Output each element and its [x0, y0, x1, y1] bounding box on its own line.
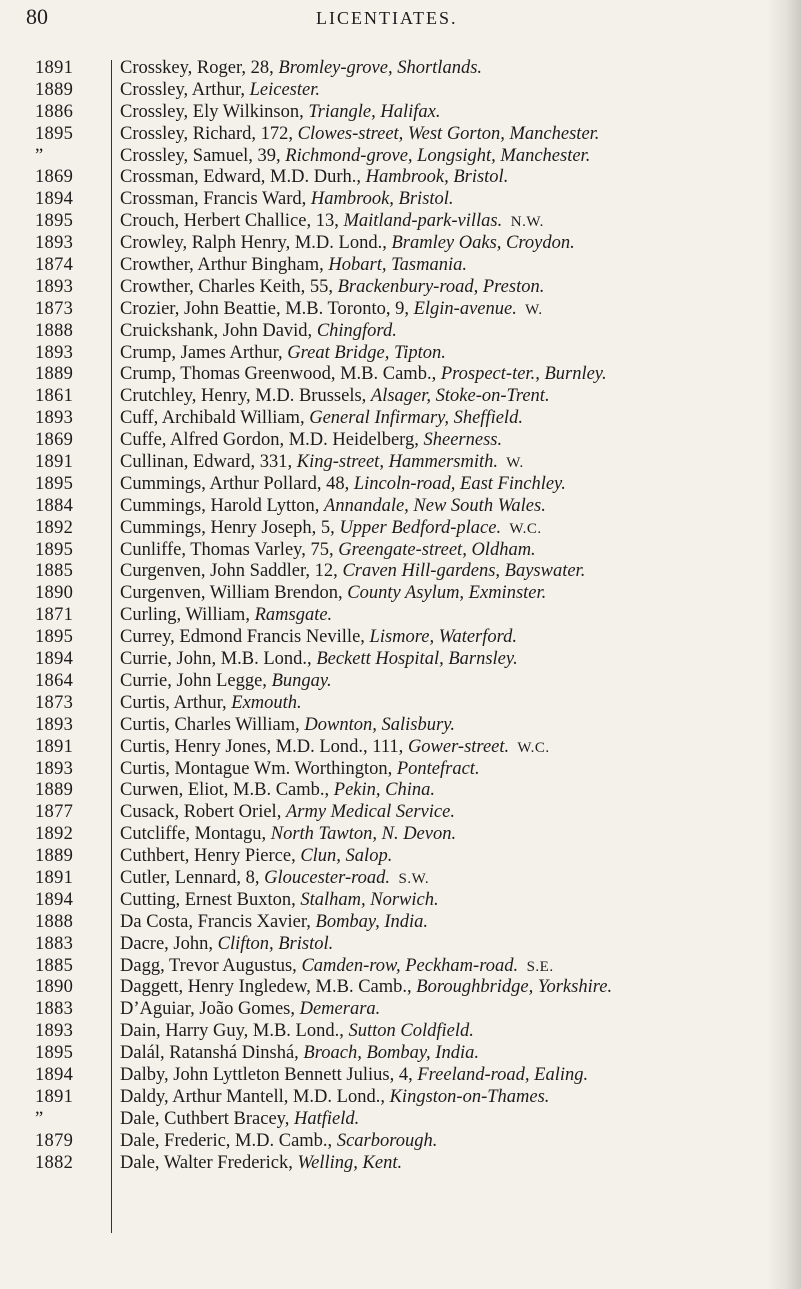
entry-year: 1895 [35, 1043, 74, 1064]
list-item [0, 715, 801, 737]
entry-address: Clowes-street, West Gorton, Manchester. [297, 123, 600, 144]
list-item [0, 255, 801, 277]
list-item [0, 934, 801, 956]
entry-text [120, 58, 784, 81]
list-item [0, 233, 801, 255]
entry-text [120, 496, 784, 519]
entry-year: 1888 [35, 911, 74, 932]
entry-name: Dale, Cuthbert Bracey, [120, 1108, 294, 1129]
entry-text [120, 627, 784, 650]
list-item [0, 583, 801, 605]
entry-address: Prospect-ter., Burnley. [440, 364, 607, 385]
entry-address: Hambrook, Bristol. [365, 167, 509, 188]
entry-text [120, 605, 784, 628]
entry-name: Dale, Walter Frederick, [120, 1152, 298, 1173]
entry-year: 1874 [35, 255, 74, 276]
list-item [0, 189, 801, 211]
entry-text [120, 233, 784, 256]
entry-text [120, 649, 784, 672]
entry-text [120, 693, 784, 716]
running-head: LICENTIATES. [316, 8, 458, 28]
entry-year: 1895 [35, 123, 74, 144]
entry-district: W.C. [509, 739, 550, 756]
list-item [0, 299, 801, 321]
entry-address: Pekin, China. [333, 780, 435, 801]
list-item [0, 693, 801, 715]
entry-address: Boroughbridge, Yorkshire. [416, 977, 613, 998]
entry-name: Cuff, Archibald William, [120, 408, 310, 429]
entry-year: 1894 [35, 1064, 74, 1085]
entry-address: Richmond-grove, Longsight, Manchester. [285, 145, 591, 166]
entry-year: 1891 [35, 1086, 74, 1107]
list-item [0, 868, 801, 890]
entry-year: 1885 [35, 955, 74, 976]
entry-name: Dalby, John Lyttleton Bennett Julius, 4, [120, 1064, 418, 1085]
entry-address: Triangle, Halifax. [308, 101, 441, 122]
entry-text [120, 846, 784, 869]
entry-name: Crouch, Herbert Challice, 13, [120, 211, 344, 232]
list-item [0, 474, 801, 496]
entry-name: Currey, Edmond Francis Neville, [120, 627, 370, 648]
entry-text [120, 999, 784, 1022]
entry-year: 1869 [35, 430, 74, 451]
entry-text [120, 364, 784, 387]
entry-text [120, 452, 784, 475]
entry-year: 1893 [35, 1021, 74, 1042]
entry-year: 1873 [35, 692, 74, 713]
entry-address: Craven Hill-gardens, Bayswater. [342, 561, 586, 582]
entry-name: Crossley, Arthur, [120, 79, 250, 100]
entry-text [120, 1109, 784, 1132]
entry-name: Curtis, Henry Jones, M.D. Lond., 111, [120, 736, 408, 757]
entry-year: 1891 [35, 452, 74, 473]
entry-year: 1893 [35, 408, 74, 429]
list-item [0, 846, 801, 868]
entry-address: Downton, Salisbury. [304, 714, 456, 735]
entry-name: Crutchley, Henry, M.D. Brussels, [120, 386, 371, 407]
entry-district: S.E. [518, 958, 554, 975]
list-item [0, 124, 801, 146]
list-item [0, 1131, 801, 1153]
entry-year: 1895 [35, 627, 74, 648]
list-item [0, 1087, 801, 1109]
entry-year: 1893 [35, 758, 74, 779]
list-item [0, 671, 801, 693]
entry-address: Camden-row, Peckham-road. [301, 955, 519, 976]
entry-year: 1891 [35, 736, 74, 757]
list-item [0, 627, 801, 649]
list-item [0, 561, 801, 583]
entry-text [120, 561, 784, 584]
entry-name: Crosskey, Roger, 28, [120, 58, 279, 78]
list-item [0, 912, 801, 934]
entry-year: ” [35, 1108, 44, 1129]
entry-text [120, 146, 784, 169]
entry-year: 1895 [35, 473, 74, 494]
list-item [0, 496, 801, 518]
entry-text [120, 474, 784, 497]
entry-address: Sheerness. [423, 430, 503, 451]
entry-text [120, 956, 784, 979]
entry-address: Leicester. [249, 79, 320, 100]
entry-text [120, 912, 784, 935]
list-item [0, 605, 801, 627]
entry-name: Cutting, Ernest Buxton, [120, 889, 301, 910]
entry-year: ” [35, 145, 44, 166]
entry-name: Cunliffe, Thomas Varley, 75, [120, 539, 339, 560]
entry-text [120, 934, 784, 957]
entry-address: Elgin-avenue. [413, 298, 517, 319]
entry-address: Maitland-park-villas. [343, 211, 503, 232]
entry-address: Bramley Oaks, Croydon. [391, 233, 575, 254]
entry-name: Crowther, Charles Keith, 55, [120, 276, 338, 297]
list-item [0, 999, 801, 1021]
entry-address: Beckett Hospital, Barnsley. [316, 649, 518, 670]
licentiate-list [0, 58, 801, 1174]
entry-year: 1895 [35, 211, 74, 232]
list-item [0, 364, 801, 386]
entry-text [120, 277, 784, 300]
entry-address: Broach, Bombay, India. [303, 1043, 479, 1064]
entry-name: Cutcliffe, Montagu, [120, 824, 271, 845]
entry-name: Dalál, Ratanshá Dinshá, [120, 1043, 304, 1064]
entry-text [120, 299, 784, 322]
entry-district: W. [516, 301, 543, 318]
entry-year: 1873 [35, 298, 74, 319]
entry-year: 1894 [35, 649, 74, 670]
entry-text [120, 671, 784, 694]
entry-year: 1877 [35, 802, 74, 823]
entry-address: Greengate-street, Oldham. [338, 539, 536, 560]
entry-name: D’Aguiar, João Gomes, [120, 999, 300, 1020]
entry-year: 1890 [35, 583, 74, 604]
entry-name: Crossman, Francis Ward, [120, 189, 311, 210]
entry-name: Crossley, Samuel, 39, [120, 145, 286, 166]
list-item [0, 1065, 801, 1087]
entry-year: 1889 [35, 364, 74, 385]
entry-name: Curtis, Charles William, [120, 714, 305, 735]
entry-text [120, 583, 784, 606]
entry-year: 1894 [35, 189, 74, 210]
entry-text [120, 408, 784, 431]
list-item [0, 518, 801, 540]
entry-year: 1891 [35, 58, 74, 78]
entry-name: Curtis, Arthur, [120, 692, 232, 713]
entry-year: 1886 [35, 101, 74, 122]
entry-address: King-street, Hammersmith. [296, 452, 499, 473]
entry-district: W. [498, 455, 524, 472]
entry-address: Chingford. [316, 320, 397, 341]
entry-year: 1861 [35, 386, 74, 407]
entry-address: Bungay. [271, 670, 332, 691]
list-item [0, 1153, 801, 1175]
entry-name: Currie, John Legge, [120, 670, 272, 691]
entry-name: Crump, James Arthur, [120, 342, 288, 363]
entry-text [120, 737, 784, 760]
entry-year: 1882 [35, 1152, 74, 1173]
entry-year: 1888 [35, 320, 74, 341]
list-item [0, 430, 801, 452]
entry-address: Clun, Salop. [300, 846, 393, 867]
entry-address: Clifton, Bristol. [217, 933, 334, 954]
entry-name: Crozier, John Beattie, M.B. Toronto, 9, [120, 298, 414, 319]
entry-text [120, 824, 784, 847]
list-item [0, 737, 801, 759]
entry-text [120, 977, 784, 1000]
entry-text [120, 1021, 784, 1044]
entry-year: 1869 [35, 167, 74, 188]
entry-name: Cutler, Lennard, 8, [120, 867, 265, 888]
entry-text [120, 167, 784, 190]
list-item [0, 277, 801, 299]
list-item [0, 802, 801, 824]
entry-text [120, 211, 784, 234]
entry-text [120, 255, 784, 278]
entry-name: Cuffe, Alfred Gordon, M.D. Heidelberg, [120, 430, 424, 451]
list-item [0, 408, 801, 430]
entry-name: Cruickshank, John David, [120, 320, 317, 341]
entry-address: Bombay, India. [315, 911, 429, 932]
entry-year: 1892 [35, 824, 74, 845]
list-item [0, 759, 801, 781]
entry-year: 1890 [35, 977, 74, 998]
entry-address: Annandale, New South Wales. [324, 495, 546, 516]
entry-address: Gloucester-road. [264, 867, 390, 888]
list-item [0, 649, 801, 671]
entry-name: Cullinan, Edward, 331, [120, 452, 297, 473]
list-item [0, 956, 801, 978]
entry-year: 1893 [35, 233, 74, 254]
entry-text [120, 321, 784, 344]
entry-address: Alsager, Stoke-on-Trent. [370, 386, 550, 407]
entry-text [120, 518, 784, 541]
entry-name: Cummings, Harold Lytton, [120, 495, 325, 516]
entry-year: 1884 [35, 495, 74, 516]
entry-text [120, 780, 784, 803]
entry-name: Cummings, Henry Joseph, 5, [120, 517, 340, 538]
entry-name: Dain, Harry Guy, M.B. Lond., [120, 1021, 349, 1042]
entry-name: Cuthbert, Henry Pierce, [120, 846, 301, 867]
entry-year: 1883 [35, 933, 74, 954]
list-item [0, 452, 801, 474]
entry-name: Crowley, Ralph Henry, M.D. Lond., [120, 233, 392, 254]
entry-name: Crossley, Richard, 172, [120, 123, 298, 144]
page-header [0, 0, 801, 40]
entry-address: Upper Bedford-place. [339, 517, 502, 538]
entry-year: 1894 [35, 889, 74, 910]
list-item [0, 1109, 801, 1131]
entry-address: Hatfield. [293, 1108, 360, 1129]
entry-address: Gower-street. [407, 736, 510, 757]
entry-year: 1895 [35, 539, 74, 560]
entry-name: Daggett, Henry Ingledew, M.B. Camb., [120, 977, 417, 998]
list-item [0, 1043, 801, 1065]
entry-year: 1883 [35, 999, 74, 1020]
entry-name: Curling, William, [120, 605, 255, 626]
entry-year: 1864 [35, 670, 74, 691]
entry-address: Welling, Kent. [297, 1152, 403, 1173]
entry-text [120, 343, 784, 366]
entry-address: Hambrook, Bristol. [310, 189, 454, 210]
entry-address: North Tawton, N. Devon. [270, 824, 457, 845]
entry-text [120, 715, 784, 738]
entry-year: 1889 [35, 846, 74, 867]
entry-year: 1893 [35, 714, 74, 735]
list-item [0, 540, 801, 562]
list-item [0, 58, 801, 80]
entry-text [120, 868, 784, 891]
entry-address: Great Bridge, Tipton. [287, 342, 446, 363]
entry-text [120, 124, 784, 147]
entry-name: Dale, Frederic, M.D. Camb., [120, 1130, 337, 1151]
entry-name: Daldy, Arthur Mantell, M.D. Lond., [120, 1086, 390, 1107]
entry-address: Hobart, Tasmania. [328, 255, 468, 276]
entry-year: 1893 [35, 342, 74, 363]
entry-year: 1891 [35, 867, 74, 888]
entry-name: Curtis, Montague Wm. Worthington, [120, 758, 397, 779]
entry-name: Curgenven, William Brendon, [120, 583, 348, 604]
entry-address: Demerara. [299, 999, 381, 1020]
entry-name: Crump, Thomas Greenwood, M.B. Camb., [120, 364, 441, 385]
page-number: 80 [26, 4, 48, 29]
entry-address: Exmouth. [231, 692, 302, 713]
entry-text [120, 802, 784, 825]
entry-address: Brackenbury-road, Preston. [337, 276, 545, 297]
list-item [0, 977, 801, 999]
entry-address: Army Medical Service. [285, 802, 455, 823]
list-item [0, 146, 801, 168]
entry-text [120, 759, 784, 782]
entry-district: N.W. [502, 214, 544, 231]
entry-text [120, 1065, 784, 1088]
list-item [0, 343, 801, 365]
list-item [0, 386, 801, 408]
entry-address: Stalham, Norwich. [300, 889, 439, 910]
entry-year: 1879 [35, 1130, 74, 1151]
list-item [0, 102, 801, 124]
entry-name: Crowther, Arthur Bingham, [120, 255, 329, 276]
entry-address: Pontefract. [396, 758, 480, 779]
list-item [0, 80, 801, 102]
entry-address: Ramsgate. [254, 605, 333, 626]
entry-name: Curgenven, John Saddler, 12, [120, 561, 343, 582]
entry-text [120, 430, 784, 453]
entry-address: Scarborough. [336, 1130, 438, 1151]
entry-year: 1893 [35, 276, 74, 297]
entry-address: Kingston-on-Thames. [389, 1086, 550, 1107]
list-item [0, 1021, 801, 1043]
entry-text [120, 540, 784, 563]
entry-text [120, 1043, 784, 1066]
entry-text [120, 890, 784, 913]
entry-address: Lincoln-road, East Finchley. [353, 473, 566, 494]
entry-text [120, 80, 784, 103]
list-item [0, 890, 801, 912]
entry-year: 1885 [35, 561, 74, 582]
entry-address: Freeland-road, Ealing. [417, 1064, 589, 1085]
entry-year: 1889 [35, 79, 74, 100]
entry-district: W.C. [501, 520, 542, 537]
entry-name: Dagg, Trevor Augustus, [120, 955, 302, 976]
entry-address: Sutton Coldfield. [348, 1021, 474, 1042]
entry-name: Curwen, Eliot, M.B. Camb., [120, 780, 334, 801]
entry-text [120, 1153, 784, 1176]
list-item [0, 167, 801, 189]
entry-text [120, 1131, 784, 1154]
entry-name: Crossman, Edward, M.D. Durh., [120, 167, 366, 188]
entry-district: S.W. [390, 870, 430, 887]
entry-address: General Infirmary, Sheffield. [309, 408, 523, 429]
entry-year: 1892 [35, 517, 74, 538]
entry-text [120, 102, 784, 125]
entry-name: Currie, John, M.B. Lond., [120, 649, 317, 670]
entry-text [120, 386, 784, 409]
entry-name: Crossley, Ely Wilkinson, [120, 101, 309, 122]
list-item [0, 780, 801, 802]
entry-year: 1889 [35, 780, 74, 801]
entry-name: Cummings, Arthur Pollard, 48, [120, 473, 354, 494]
list-item [0, 321, 801, 343]
entry-text [120, 1087, 784, 1110]
entry-year: 1871 [35, 605, 74, 626]
list-item [0, 824, 801, 846]
entry-name: Dacre, John, [120, 933, 218, 954]
entry-text [120, 189, 784, 212]
entry-name: Cusack, Robert Oriel, [120, 802, 286, 823]
entry-address: Bromley-grove, Shortlands. [278, 58, 483, 78]
list-item [0, 211, 801, 233]
entry-name: Da Costa, Francis Xavier, [120, 911, 316, 932]
entry-address: Lismore, Waterford. [369, 627, 518, 648]
entry-address: County Asylum, Exminster. [347, 583, 547, 604]
